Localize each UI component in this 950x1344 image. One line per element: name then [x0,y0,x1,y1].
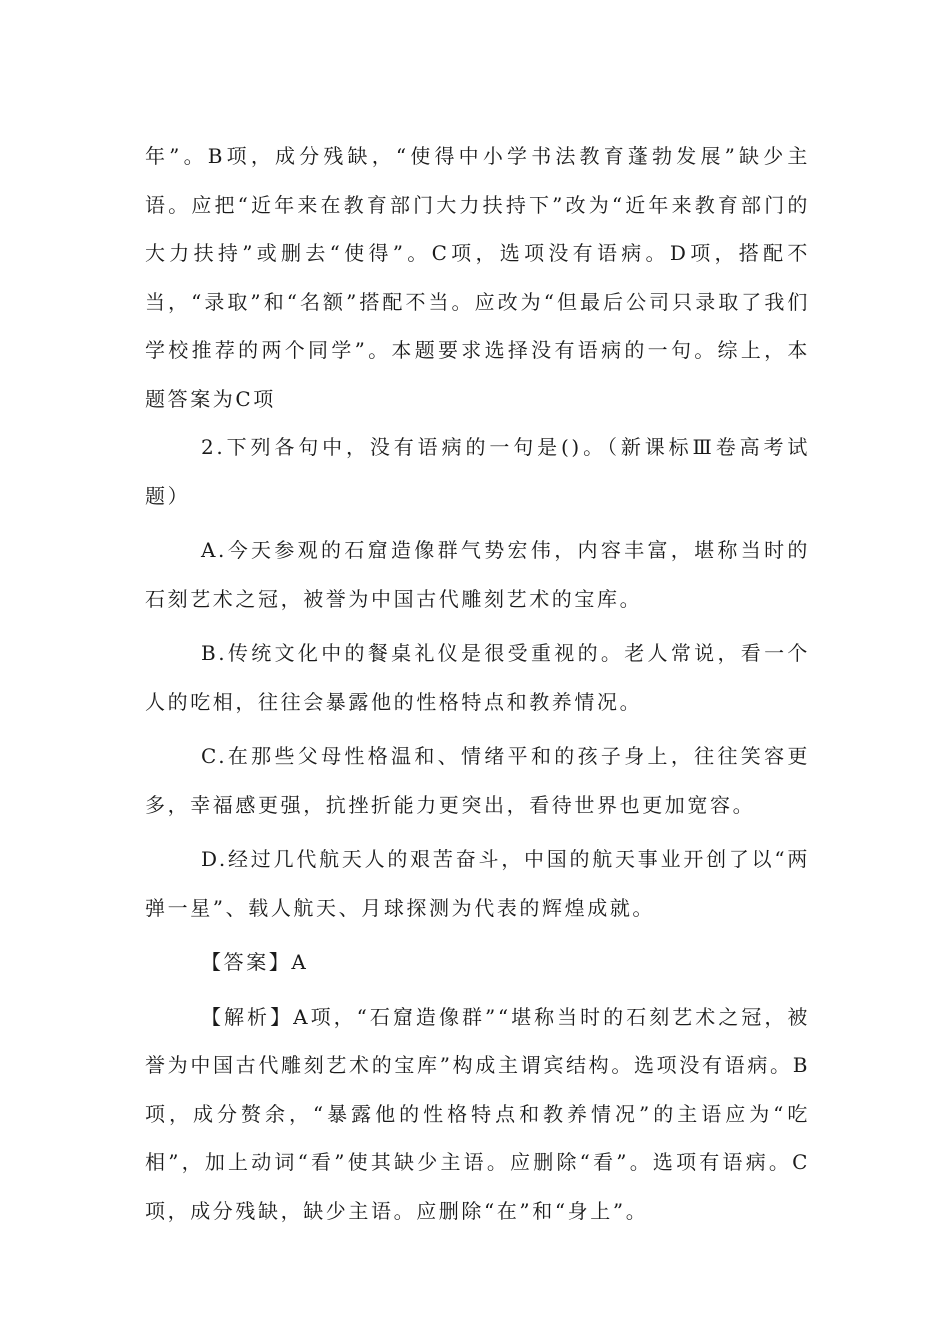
option-d: D.经过几代航天人的艰苦奋斗，中国的航天事业开创了以“两弹一星”、载人航天、月球探测为代表的辉煌成就。 [145,847,810,920]
option-a: A.今天参观的石窟造像群气势宏伟，内容丰富，堪称当时的石刻艺术之冠，被誉为中国古代雕刻艺术的宝库。 [145,538,810,611]
question-2-stem: 2.下列各句中，没有语病的一句是()。（新课标Ⅲ卷高考试题） [145,435,810,508]
explanation-continued-paragraph: 年”。B项，成分残缺，“使得中小学书法教育蓬勃发展”缺少主语。应把“近年来在教育部门大力扶持下”改为“近年来教育部门的大力扶持”或删去“使得”。C项，选项没有语病。D项，搭配不当，“录取”和“名额”搭配不当。应改为“但最后公司只录取了我们学校推荐的两个同学”。本题要求选择没有语病的一句。综上，本题答案为C项 [145,144,810,411]
document-body [145,132,810,1235]
option-c: C.在那些父母性格温和、情绪平和的孩子身上，往往笑容更多，幸福感更强，抗挫折能力更突出，看待世界也更加宽容。 [145,744,810,817]
option-b: B.传统文化中的餐桌礼仪是很受重视的。老人常说，看一个人的吃相，往往会暴露他的性格特点和教养情况。 [145,641,810,714]
analysis-paragraph: 【解析】A项，“石窟造像群”“堪称当时的石刻艺术之冠，被誉为中国古代雕刻艺术的宝库”构成主谓宾结构。选项没有语病。B项，成分赘余，“暴露他的性格特点和教养情况”的主语应为“吃相”，加上动词“看”使其缺少主语。应删除“看”。选项有语病。C项，成分残缺，缺少主语。应删除“在”和“身上”。 [145,1004,810,1223]
answer-line: 【答案】A [201,950,309,974]
